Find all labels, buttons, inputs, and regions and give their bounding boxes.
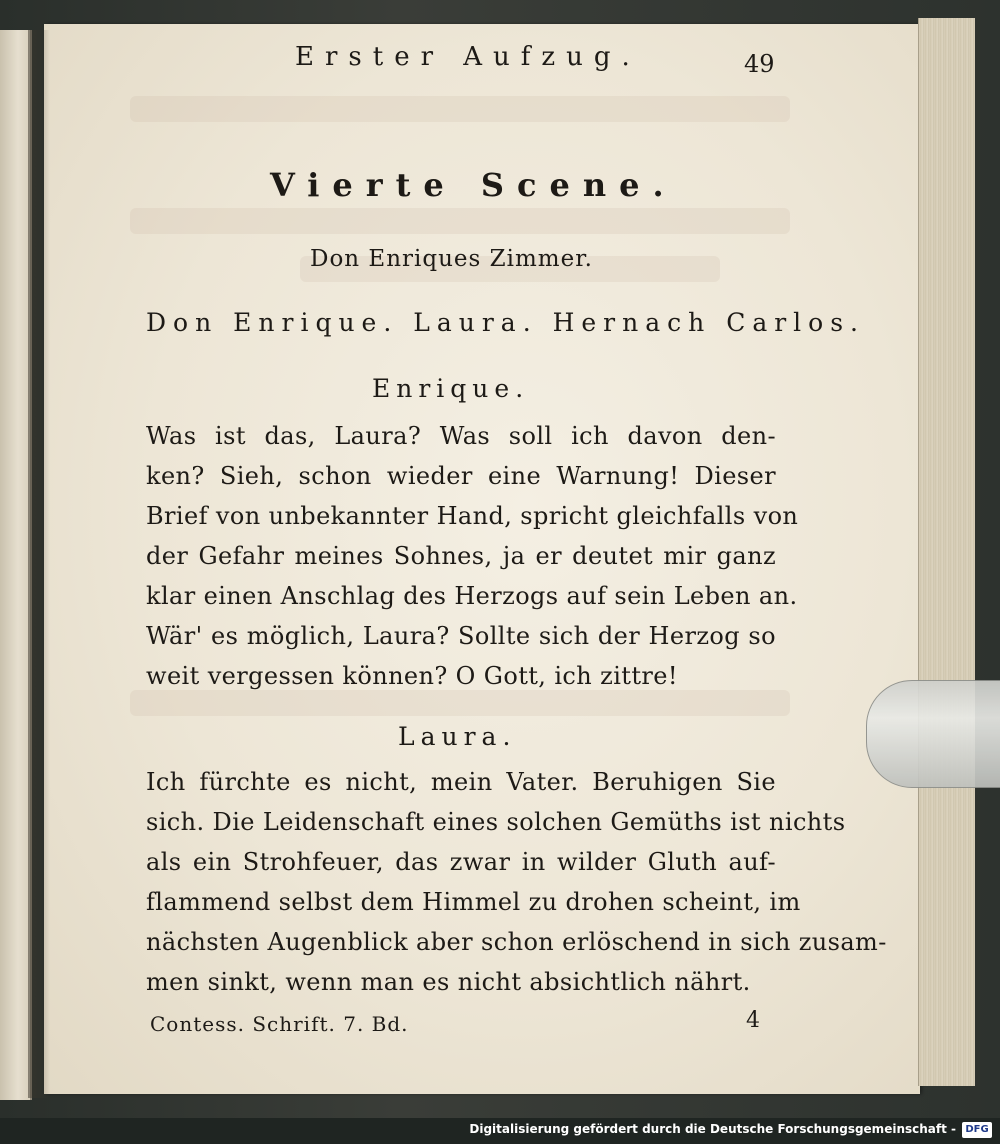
spine-shadow — [28, 30, 50, 1098]
show-through — [130, 96, 790, 122]
page-stack-edge — [918, 18, 975, 1086]
text-line: als ein Strohfeuer, das zwar in wilder Gluth auf- — [146, 848, 776, 876]
speaker-name: Laura. — [398, 722, 517, 751]
show-through — [130, 208, 790, 234]
speaker-name: Enrique. — [372, 374, 530, 403]
text-line: men sinkt, wenn man es nicht absichtlich nährt. — [146, 968, 751, 996]
text-line: Was ist das, Laura? Was soll ich davon den- — [146, 422, 776, 450]
text-line: klar einen Anschlag des Herzogs auf sein Leben an. — [146, 582, 798, 610]
running-head: Erster Aufzug. — [295, 42, 641, 72]
text-line: nächsten Augenblick aber schon erlöschend in sich zusam- — [146, 928, 887, 956]
text-line: Wär' es möglich, Laura? Sollte sich der Herzog so — [146, 622, 776, 650]
text-line: der Gefahr meines Sohnes, ja er deutet mir ganz — [146, 542, 776, 570]
text-line: ken? Sieh, schon wieder eine Warnung! Dieser — [146, 462, 776, 490]
character-list: Don Enrique. Laura. Hernach Carlos. — [146, 308, 865, 337]
text-line: Brief von unbekannter Hand, spricht gleichfalls von — [146, 502, 799, 530]
digitization-credit: Digitalisierung gefördert durch die Deutsche Forschungsgemeinschaft - — [469, 1122, 956, 1136]
text-line: weit vergessen können? O Gott, ich zittre! — [146, 662, 678, 690]
text-line: Ich fürchte es nicht, mein Vater. Beruhigen Sie — [146, 768, 776, 796]
show-through — [130, 690, 790, 716]
page-number: 49 — [744, 50, 775, 78]
scene-title: Vierte Scene. — [270, 166, 677, 204]
footer-signature-number: 4 — [746, 1008, 760, 1033]
bookmark-clip — [866, 680, 1000, 788]
footer-signature: Contess. Schrift. 7. Bd. — [150, 1012, 409, 1036]
text-line: sich. Die Leidenschaft eines solchen Gemüths ist nichts — [146, 808, 846, 836]
scene-setting: Don Enriques Zimmer. — [310, 246, 593, 272]
text-line: flammend selbst dem Himmel zu drohen scheint, im — [146, 888, 801, 916]
dfg-logo: DFG — [962, 1122, 992, 1138]
